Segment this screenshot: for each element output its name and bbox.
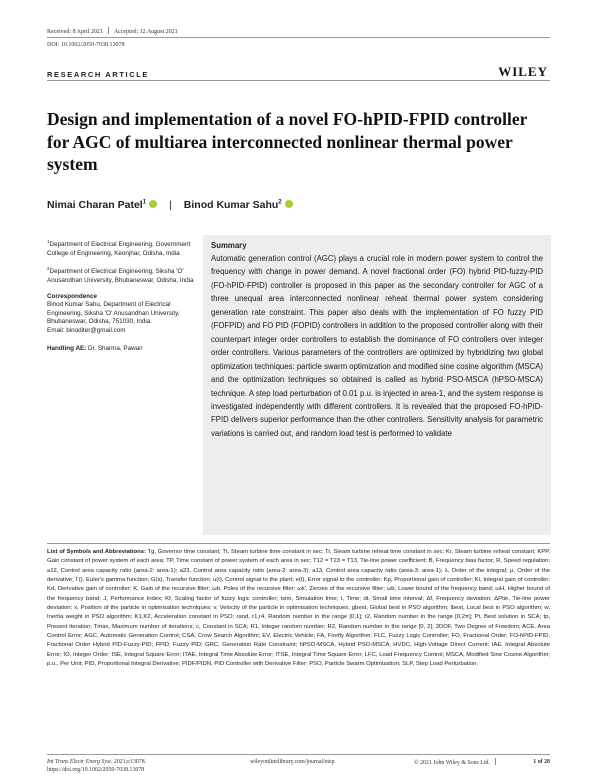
footer-rule xyxy=(47,754,550,755)
correspondence-email[interactable]: Email: binoditer@gmail.com xyxy=(47,326,126,334)
author-separator: | xyxy=(169,199,172,211)
author-info-column xyxy=(47,238,197,362)
footer-doi-link[interactable]: https://doi.org/10.1002/2050-7038.13078 xyxy=(47,767,145,773)
accepted-date: Accepted: 12 August 2021 xyxy=(113,29,178,35)
author-affiliation-marker: 2 xyxy=(278,199,282,206)
abbreviations-list xyxy=(47,548,550,669)
footer-citation xyxy=(47,758,146,774)
author-name[interactable]: Binod Kumar Sahu xyxy=(183,199,279,211)
handling-editor-heading: Handling AE: xyxy=(47,344,87,352)
correspondence-heading: Correspondence xyxy=(47,292,98,300)
journal-name: Int Trans Electr Energ Syst. xyxy=(47,759,113,765)
author-affiliation-marker: 1 xyxy=(142,199,147,206)
affiliation-marker: 2 xyxy=(47,266,50,272)
summary-heading: Summary xyxy=(211,241,247,250)
affiliation xyxy=(47,238,197,258)
orcid-icon[interactable] xyxy=(149,200,157,208)
journal-site-link[interactable]: wileyonlinelibrary.com/journal/etep xyxy=(250,759,335,765)
summary-text: Automatic generation control (AGC) plays a crucial role in modern power system to control the frequency with change in power demand. A novel fractional order (FO) hybrid PID-fuzzy-PID (FO-hPID-FPID) controller is proposed in this paper as the secondary controller for AGC of a three unequal area interconnected nonlinear reheat thermal power system considering generation rate constraint. This paper also deals with the implementation of FO fuzzy PID (FOFPID) and FO PID (FOPID) controllers in addition to the proposed controller along with their counterpart integer order controllers to establish the dominance of FO controllers over integer order controllers. Various parameters of the controllers are optimized by hybridizing two global optimization techniques: particle swarm optimization and modified sine cosine algorithm (MSCA) and the optimization techniques so obtained is called as hybrid PSO-MSCA (hPSO-MSCA) technique. A step load perturbation of 0.01 p.u. is injected in area-1, and the system response is investigated independently with different controllers. It is revealed that the proposed FO-hPID-FPID delivers superior performance than the other controllers. Sensitivity analysis for parametric variations is carried out, and random load test is performed to validate xyxy=(211,254,543,438)
date-separator xyxy=(108,27,109,34)
author-name[interactable]: Nimai Charan Patel xyxy=(47,199,143,211)
copyright-text: © 2021 John Wiley & Sons Ltd. xyxy=(414,760,490,766)
copyright xyxy=(414,758,501,767)
abbreviations-heading: List of Symbols and Abbreviations: xyxy=(47,549,146,555)
citation-info: 2021;e13078. xyxy=(112,759,147,765)
summary-box xyxy=(203,235,551,535)
received-date: Received: 8 April 2021 xyxy=(47,29,103,35)
affiliation xyxy=(47,265,197,285)
handling-editor xyxy=(47,345,197,354)
article-type-label: RESEARCH ARTICLE xyxy=(47,70,149,79)
affiliation-text: Department of Electrical Engineering, Siksha 'O' Anusandhan University, Bhubaneswar, Odisha, India xyxy=(47,268,194,284)
abbreviations-rule xyxy=(47,543,550,544)
abbreviations-text: Tg, Governor time constant; Tt, Steam turbine time constant in sec; Tr, Steam turbine reheat time constant in sec; Kr, Steam turbine reheat constant; KPP, Gain constant of power system of each area; TP, Time constant of power system of each area in sec; T12 = T23 = T13, Tie-line power coefficient; B, Frequency bias factor; R, Speed regulation; a12, Control area capacity ratio (area-2: area-1); a23, Control area capacity ratio (area-2: area-3); a13, Control area capacity ratio (area-3: area-1); λ, Order of the integral; μ, Order of the derivative; Γ(), Euler's gamma function; G(s), Transfer function; u(t), Control signal to the plant; e(t), Error signal to the controller; Kp, Proportional gain of controller; Ki, Integral gain of controller; Kd, Derivative gain of controller; K, Gain of the recursive filter; ωb, Poles of the recursive filter; ωk', Zeroes of the recursive filter; ωb, Lower bound of the frequency band; ωH, Higher bound of the frequency band; J, Performance Index; Kf, Scaling factor of fuzzy logic controller; tsim, Simulation time; t, Time; dt, Small time interval; Δf, Frequency deviation; ΔPtie, Tie-line power deviation; x, Position of the particle in optimisation techniques; v, Velocity of the particle in optimisation techniques; gbest, Global best in PSO algorithm; lbest, Local best in PSO algorithm; w, Inertia weight in PSO algorithm; K1,K2, Acceleration constant in PSO; rand, r1,r4, Random number in the range [0,1]; r2, Random number in the range [0,2π]; Pt, Best solution in SCA; tp, Present iteration; Tmax, Maximum number of iterations; c, Constant in SCA; R1, Integer random number; R2, Random number in the range [0, 2]; 2DOF, Two Degree of Freedom; ACE, Area Control Error; AGC, Automatic Generation Control; CSA, Crow Search Algorithm; EV, Electric Vehicle; FA, Firefly Algorithm; FLC, Fuzzy Logic Controller; FO, Fractional Order; FO-hPID-FPID, Fractional Order Hybrid PID-Fuzzy-PID; FPID, Fuzzy PID; GRC, Generation Rate Constraint; hPSO-MSCA, Hybrid PSO-MSCA; HVDC, High-Voltage Direct Current; IAE, Integral Absolute Error; IO, Integer Order; ISE, Integral Square Error; ITAE, Integral Time Absolute Error; ITSE, Integral Time Square Error; LFC, Load Frequency Control; MSCA, Modified Sine Cosine Algorithm; p.u., Per Unit; PID, Proportional Integral Derivative; PIDF/PIDN, PID Controller with Derivative Filter; PSO, Particle Swarm Optimization; SLP, Step Load Perturbation. xyxy=(47,549,551,668)
affiliation-marker: 1 xyxy=(47,239,50,244)
article-type-rule xyxy=(47,80,550,81)
correspondence-text: Binod Kumar Sahu, Department of Electrical Engineering, Siksha 'O' Anusandhan University, Bhubaneswar, Odisha, 751030, India. xyxy=(47,301,180,326)
author-list xyxy=(47,199,293,211)
correspondence-block xyxy=(47,293,197,336)
publisher-logo: WILEY xyxy=(498,64,548,79)
header-rule xyxy=(47,37,550,38)
article-dates xyxy=(47,27,178,35)
handling-editor-name: Dr. Sharma, Pawan xyxy=(86,344,143,352)
page-number: 1 of 28 xyxy=(533,759,550,765)
article-title: Design and implementation of a novel FO-hPID-FPID controller for AGC of multiarea interconnected nonlinear thermal power system xyxy=(47,109,528,174)
affiliation-text: Department of Electrical Engineering, Government College of Engineering, Keonjhar, Odisha, India xyxy=(47,241,191,257)
footer-separator xyxy=(495,758,496,765)
article-doi[interactable]: DOI: 10.1002/2050-7038.13078 xyxy=(47,42,125,48)
orcid-icon[interactable] xyxy=(285,200,293,208)
